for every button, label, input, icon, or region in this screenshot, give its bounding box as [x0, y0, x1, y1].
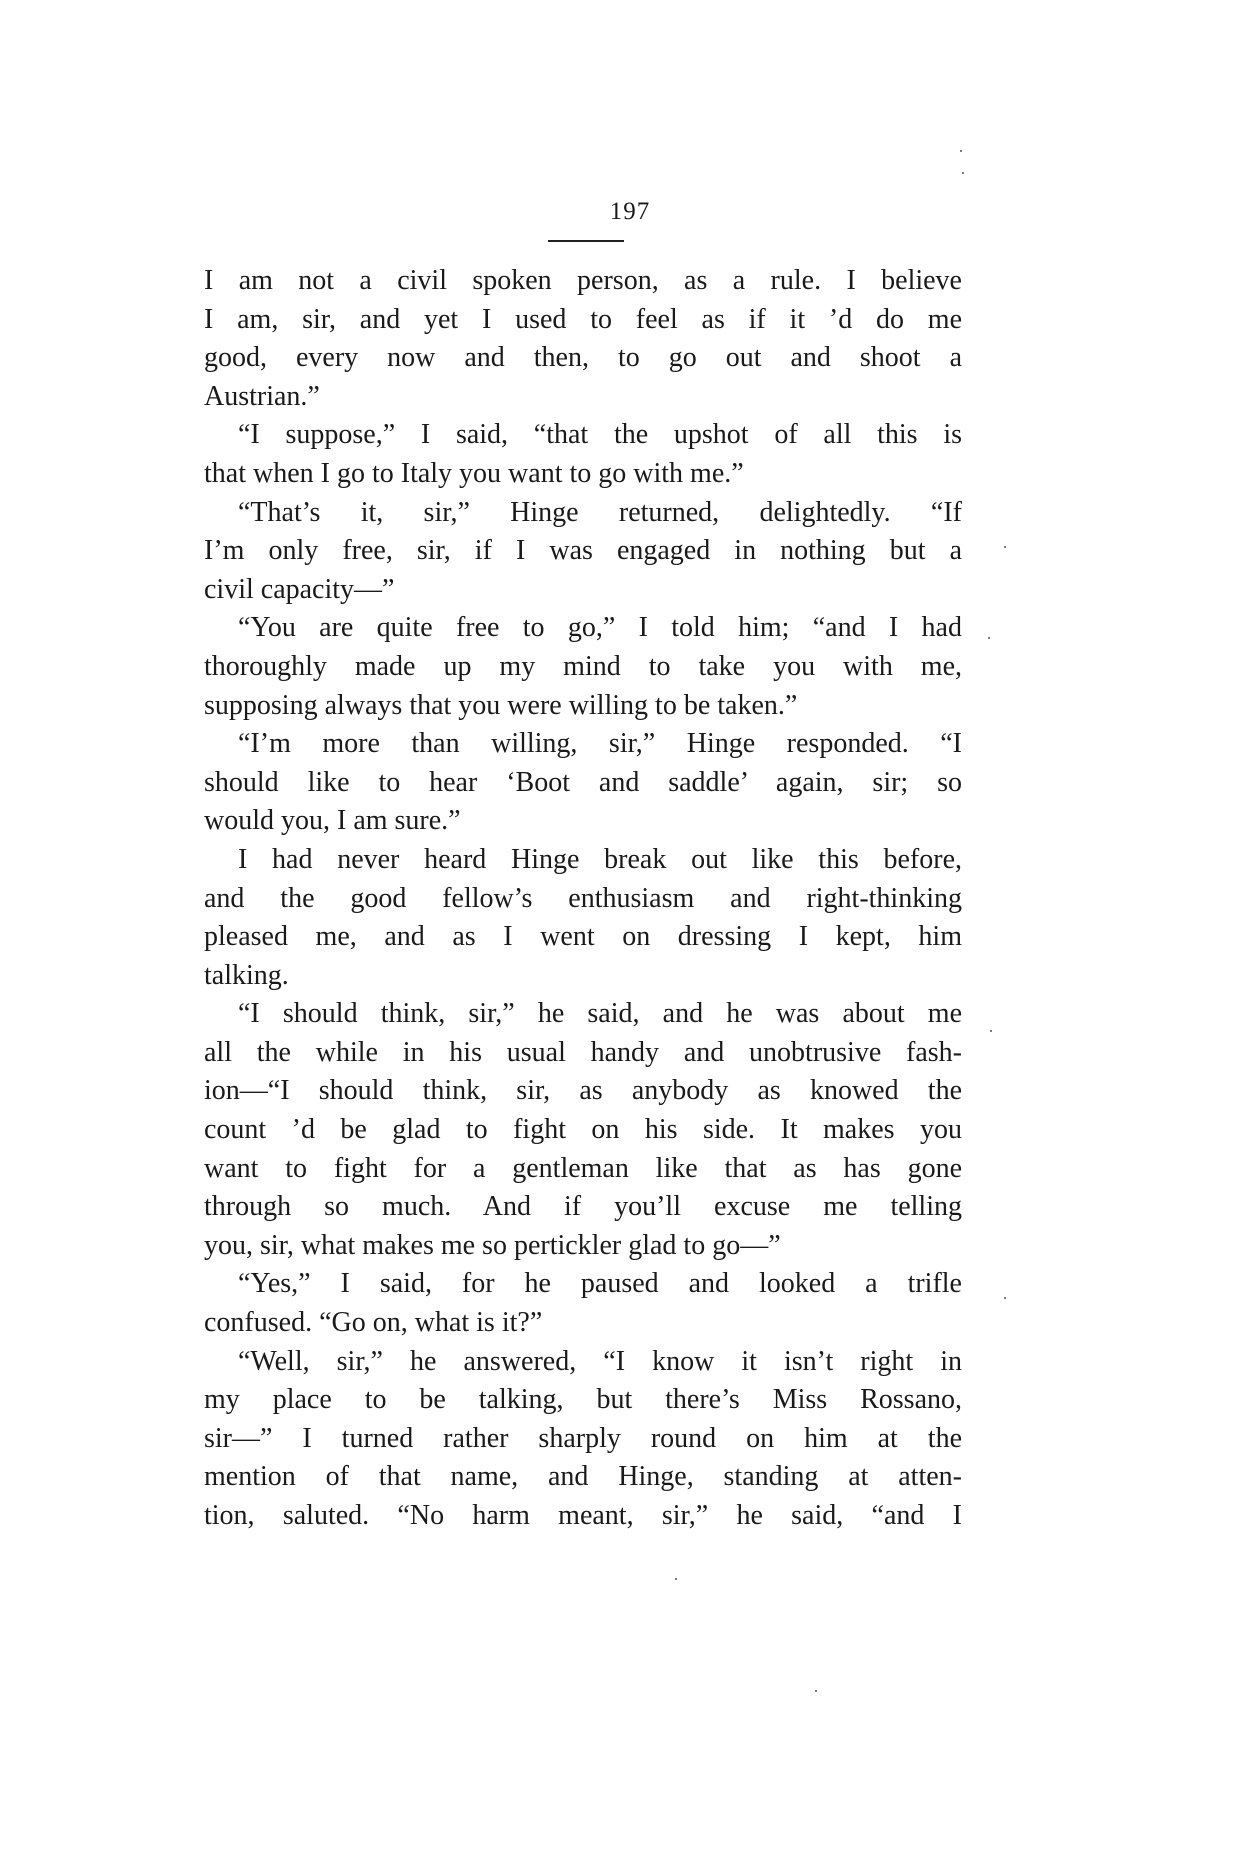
text-line: I am not a civil spoken person, as a rule. I believe	[204, 265, 962, 296]
scan-speck	[675, 1578, 677, 1580]
text-line: want to fight for a gentleman like that as has gone	[204, 1152, 962, 1184]
text-line: you, sir, what makes me so pertickler glad to go—”	[204, 1229, 781, 1261]
text-line: mention of that name, and Hinge, standing at atten-	[204, 1461, 962, 1493]
text-line: “Yes,” I said, for he paused and looked a trifle	[238, 1268, 962, 1300]
page-number: 197	[609, 198, 651, 225]
text-line: “I suppose,” I said, “that the upshot of all this is	[238, 419, 962, 451]
text-line: “Well, sir,” he answered, “I know it isn’t right in	[238, 1345, 962, 1377]
scan-speck	[1004, 1297, 1006, 1299]
text-line: should like to hear ‘Boot and saddle’ again, sir; so	[204, 766, 962, 798]
text-line: tion, saluted. “No harm meant, sir,” he said, “and I	[204, 1500, 962, 1531]
text-line: would you, I am sure.”	[204, 805, 461, 837]
scan-speck	[1004, 546, 1006, 548]
text-line: ion—“I should think, sir, as anybody as knowed the	[204, 1075, 962, 1107]
text-line: good, every now and then, to go out and shoot a	[204, 342, 962, 374]
body-text	[204, 262, 962, 1536]
text-line: sir—” I turned rather sharply round on him at the	[204, 1422, 962, 1454]
scan-speck	[960, 150, 962, 152]
text-line: thoroughly made up my mind to take you with me,	[204, 650, 962, 682]
scan-speck	[988, 637, 990, 639]
text-line: Austrian.”	[204, 380, 320, 412]
page-number-rule	[548, 240, 624, 242]
text-line: all the while in his usual handy and unobtrusive fash-	[204, 1036, 962, 1068]
text-line: talking.	[204, 959, 289, 991]
scan-speck	[962, 172, 964, 174]
scan-speck	[990, 1030, 992, 1032]
text-line: I’m only free, sir, if I was engaged in nothing but a	[204, 535, 962, 567]
text-line: “You are quite free to go,” I told him; “and I had	[238, 612, 962, 644]
text-line: I had never heard Hinge break out like this before,	[238, 843, 962, 875]
text-line: pleased me, and as I went on dressing I kept, him	[204, 921, 962, 953]
scan-speck	[815, 1690, 817, 1692]
text-line: I am, sir, and yet I used to feel as if it ’d do me	[204, 303, 962, 335]
text-line: “That’s it, sir,” Hinge returned, delightedly. “If	[238, 496, 962, 528]
text-line: my place to be talking, but there’s Miss Rossano,	[204, 1384, 962, 1416]
text-line: confused. “Go on, what is it?”	[204, 1307, 543, 1339]
text-line: count ’d be glad to fight on his side. It makes you	[204, 1114, 962, 1146]
text-line: civil capacity—”	[204, 573, 395, 605]
text-line: and the good fellow’s enthusiasm and right-thinking	[204, 882, 962, 914]
text-line: through so much. And if you’ll excuse me telling	[204, 1191, 962, 1223]
text-line: “I’m more than willing, sir,” Hinge responded. “I	[238, 728, 962, 760]
text-line: supposing always that you were willing to be taken.”	[204, 689, 798, 721]
text-line: that when I go to Italy you want to go with me.”	[204, 457, 744, 489]
text-line: “I should think, sir,” he said, and he was about me	[238, 998, 962, 1030]
